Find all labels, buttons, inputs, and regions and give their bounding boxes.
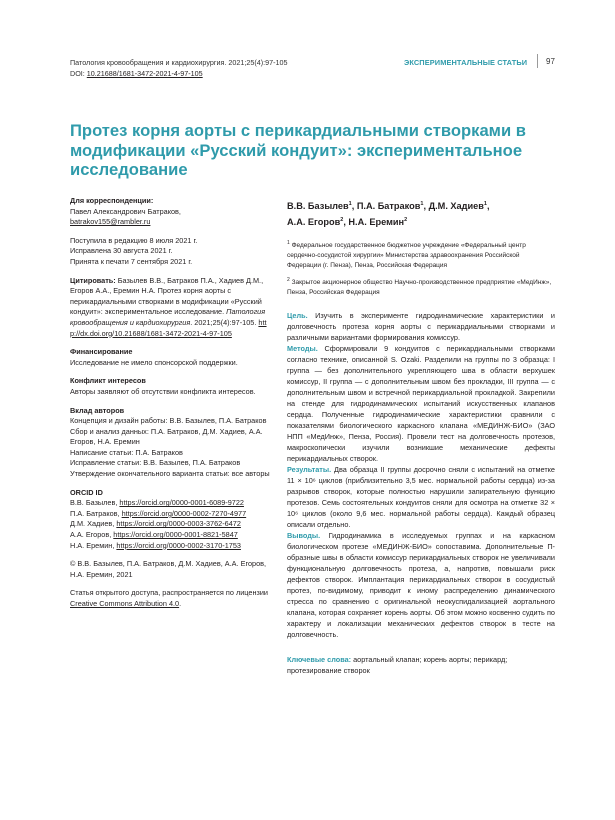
- orcid-row: [70, 541, 270, 552]
- orcid-author: П.А. Батраков,: [70, 508, 122, 518]
- author-name: В.В. Базылев: [287, 201, 349, 212]
- contribution-item: Концепция и дизайн работы: В.В. Базылев, П.А. Батраков: [70, 416, 267, 426]
- correspondence-email-link[interactable]: batrakov155@rambler.ru: [70, 217, 151, 227]
- cite-doi-link[interactable]: http://dx.doi.org/10.21688/1681-3472-2021-4-97-105: [70, 317, 267, 338]
- journal-citation-line: Патология кровообращения и кардиохирургия. 2021;25(4):97-105: [70, 58, 288, 67]
- copyright: © В.В. Базылев, П.А. Батраков, Д.М. Хадиев, А.А. Егоров, Н.А. Еремин, 2021: [70, 559, 267, 579]
- affiliation-text: Федеральное государственное бюджетное учреждение «Федеральный центр сердечно-сосудистой хирургии» Министерства здравоохранения Российской Федерации (г. Пенза), Пенза, Российская Федерация: [287, 242, 526, 269]
- contribution-item: Исправление статьи: В.В. Базылев, П.А. Батраков: [70, 458, 241, 468]
- doi-prefix: DOI:: [70, 69, 87, 78]
- cite-journal: Патология кровообращения и кардиохирургия: [70, 307, 266, 327]
- author-list: [287, 198, 555, 229]
- keywords-text: аортальный клапан; корень аорты; перикард; протезирование створок: [287, 654, 508, 675]
- cite-tail: . 2021;25(4):97-105.: [190, 317, 259, 327]
- orcid-row: [70, 530, 270, 541]
- orcid-link[interactable]: https://orcid.org/0000-0001-6089-9722: [119, 498, 244, 508]
- abstract-results: [287, 464, 555, 530]
- contributions-block: [70, 406, 270, 480]
- orcid-link[interactable]: https://orcid.org/0000-0002-3170-1753: [116, 540, 241, 550]
- author-name: Д.М. Хадиев: [428, 201, 484, 212]
- affiliation: [287, 276, 555, 297]
- affiliation-mark: 2: [287, 277, 290, 284]
- license-block: [70, 588, 270, 609]
- orcid-author: В.В. Базылев,: [70, 498, 120, 508]
- cite-text: Базылев В.В., Батраков П.А., Хадиев Д.М., Егоров А.А., Еремин Н.А. Протез корня аорты с перикардиальными створками в модификации «Русский кондуит»: экспериментальное исследование.: [70, 275, 264, 317]
- abstract-methods-label: Методы.: [287, 343, 318, 353]
- author-affiliation-mark: 1: [420, 201, 424, 207]
- funding-text: Исследование не имело спонсорской поддержки.: [70, 357, 238, 367]
- doi-line: [70, 68, 288, 79]
- orcid-link[interactable]: https://orcid.org/0000-0002-7270-4977: [121, 508, 247, 518]
- abstract-methods-text: Сформировали 9 кондуитов с перикардиальными створками согласно технике, описанной S. Ozaki. Разделили на группы по 3 образца: I группа — без дополнительного укрепляющего шва в области верхушек комиссур, II группа — с дополнительным швом без прокладки, III группа — с дополнительным швом и встречной перикардиальной прокладкой. Закрепили на стенде для гидродинамических испытаний искусственных клапанов сердца. Полученные гидродинамические характеристики сравнили с показателями биологического каркасного клапана «МЕДИНЖ-БИО» (ЗАО НПП «МедИнж», Пенза, Россия). Провели тест на долговечность протезов, макроскопически изучили возникшие механические дефекты перикардиальных створок.: [287, 343, 555, 463]
- abstract-methods: [287, 343, 555, 464]
- accepted-date: Принята к печати 7 сентября 2021 г.: [70, 256, 193, 266]
- abstract-conclusions-label: Выводы.: [287, 530, 321, 540]
- revised-date: Исправлена 30 августа 2021 г.: [70, 246, 173, 256]
- citation-block: [70, 276, 270, 340]
- abstract-conclusions: [287, 530, 555, 640]
- orcid-author: Д.М. Хадиев,: [70, 519, 117, 529]
- author-separator: ,: [351, 201, 357, 212]
- author-affiliation-mark: 2: [340, 216, 344, 223]
- abstract-conclusions-text: Гидродинамика в исследуемых группах и на каркасном биологическом протезе «МЕДИНЖ-БИО» сопоставима. Дополнительные П-образные швы в области комиссур перикардиальных створок не увеличивали функциональную долговечность протеза, а, напротив, повышали риск дефектов створок. Имплантация перикардиальных створок в сосудистый протез, по-видимому, приводит к иному распределению динамического стресса по сравнению с оригинальной неокуспидализацией аортального клапана, которая сохраняет корень аорты. Об этом можно косвенно судить по характеру и локализации механических дефектов створок в тесте на долговечность.: [287, 530, 555, 639]
- orcid-link[interactable]: https://orcid.org/0000-0003-3762-6472: [116, 519, 241, 529]
- dates-block: [70, 236, 270, 268]
- conflict-block: [70, 376, 270, 397]
- correspondence-block: [70, 196, 270, 228]
- orcid-row: [70, 509, 270, 520]
- section-label: ЭКСПЕРИМЕНТАЛЬНЫЕ СТАТЬИ: [404, 58, 528, 67]
- abstract-results-label: Результаты.: [287, 464, 332, 474]
- abstract-aim-text: Изучить в эксперименте гидродинамические характеристики и долговечность протеза корня аорты с перикардиальными створками и различными вариантами формирования комиссур.: [287, 310, 555, 342]
- license-text: Статья открытого доступа, распространяется по лицензии: [70, 588, 268, 598]
- abstract: [287, 310, 555, 640]
- author-separator: ,: [486, 201, 490, 212]
- affiliation-text: Закрытое акционерное общество Научно-производственное предприятие «МедИнж», Пенза, Российская Федерация: [287, 279, 552, 296]
- conflict-text: Авторы заявляют об отсутствии конфликта интересов.: [70, 386, 256, 396]
- main-column: [287, 198, 555, 676]
- keywords-label: Ключевые слова:: [287, 654, 352, 664]
- author-affiliation-mark: 2: [404, 216, 408, 223]
- orcid-heading: ORCID ID: [70, 487, 103, 497]
- contributions-heading: Вклад авторов: [70, 405, 125, 415]
- author-separator: ,: [423, 201, 429, 212]
- author-affiliation-mark: 1: [348, 201, 352, 207]
- license-link[interactable]: Creative Commons Attribution 4.0: [70, 599, 180, 608]
- contribution-item: Утверждение окончательного варианта статьи: все авторы: [70, 469, 270, 479]
- abstract-aim-label: Цель.: [287, 310, 308, 320]
- page-number: 97: [546, 57, 555, 66]
- license-end: .: [179, 599, 182, 608]
- article-title: Протез корня аорты с перикардиальными створками в модификации «Русский кондуит»: экспериментальное исследование: [70, 121, 526, 179]
- contribution-item: Сбор и анализ данных: П.А. Батраков, Д.М. Хадиев, А.А. Егоров, Н.А. Еремин: [70, 426, 263, 447]
- affiliation-mark: 1: [287, 240, 290, 247]
- author-separator: ,: [343, 216, 349, 227]
- author-name: П.А. Батраков: [356, 201, 421, 212]
- left-sidebar: [70, 196, 270, 618]
- contribution-item: Написание статьи: П.А. Батраков: [70, 447, 183, 457]
- orcid-link[interactable]: https://orcid.org/0000-0001-8821-5847: [113, 530, 238, 540]
- funding-block: [70, 347, 270, 368]
- keywords: [287, 654, 555, 676]
- author-affiliation-mark: 1: [483, 201, 487, 207]
- orcid-author: Н.А. Еремин,: [70, 540, 117, 550]
- received-date: Поступила в редакцию 8 июля 2021 г.: [70, 235, 198, 245]
- doi-link[interactable]: 10.21688/1681-3472-2021-4-97-105: [86, 69, 203, 78]
- journal-header: [70, 57, 288, 79]
- correspondence-name: Павел Александрович Батраков,: [70, 206, 181, 216]
- orcid-author: А.А. Егоров,: [70, 530, 114, 540]
- orcid-block: [70, 488, 270, 552]
- cite-label: Цитировать:: [70, 275, 116, 285]
- conflict-heading: Конфликт интересов: [70, 376, 146, 386]
- orcid-row: [70, 498, 270, 509]
- funding-heading: Финансирование: [70, 347, 133, 357]
- author-name: А.А. Егоров: [287, 216, 341, 227]
- affiliation: [287, 239, 555, 270]
- abstract-results-text: Два образца II группы досрочно сняли с испытаний на отметке 11 × 10⁶ циклов (приблизительно 3,5 мес. нормальной работы сердца) из-за разрывов створок, которые полностью нарушили запирательную функцию протезов. Семь состоятельных кондуитов сняли для осмотра на отметке 32 × 10⁶ циклов (около 9,6 мес. нормальной работы сердца). Каждый образец описали отдельно.: [287, 464, 555, 529]
- abstract-aim: [287, 310, 555, 343]
- header-divider: [537, 54, 538, 68]
- orcid-row: [70, 519, 270, 530]
- correspondence-heading: Для корреспонденции:: [70, 196, 154, 205]
- author-name: Н.А. Еремин: [348, 216, 405, 227]
